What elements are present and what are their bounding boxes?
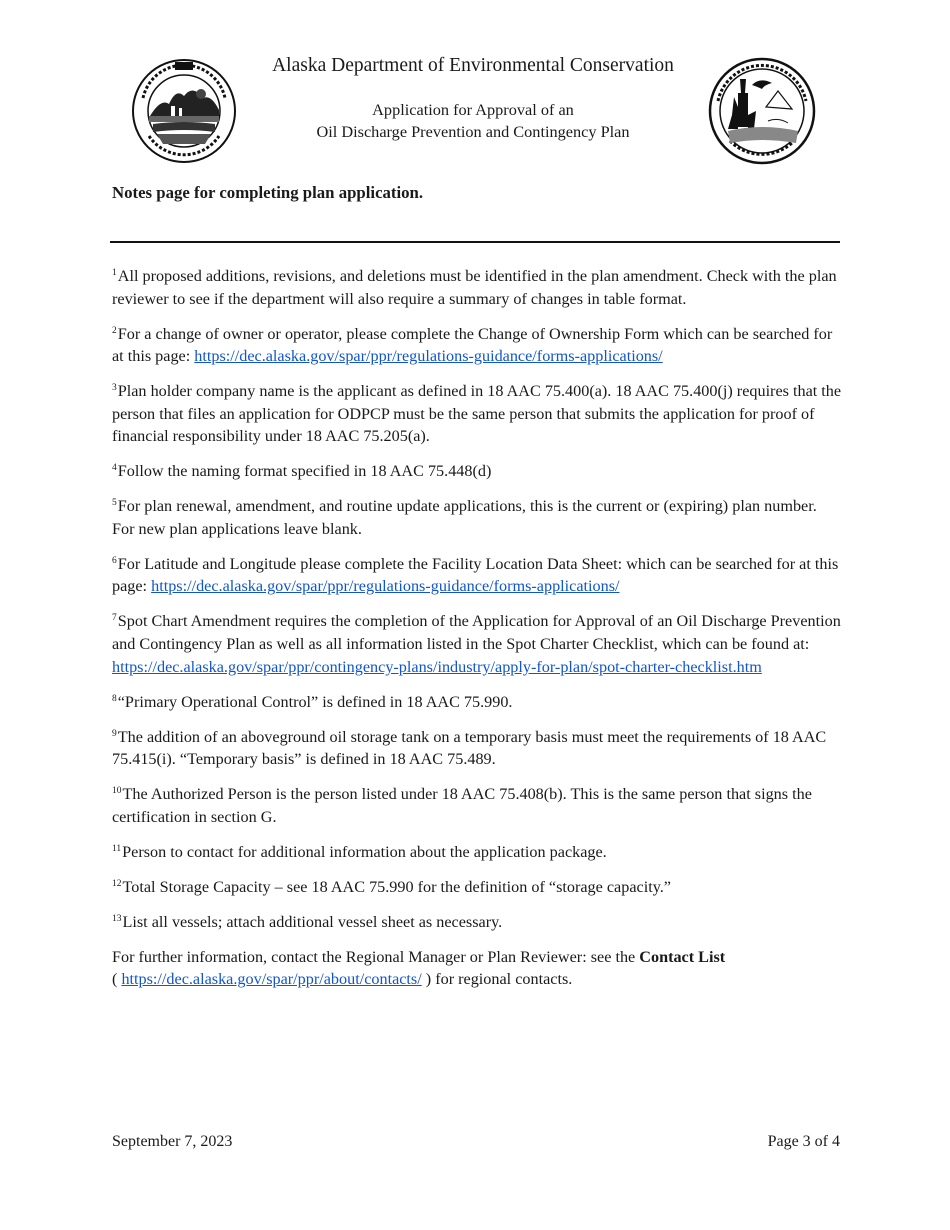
notes-list [112, 265, 842, 991]
note-item [112, 876, 842, 899]
note-text: Total Storage Capacity – see 18 AAC 75.990 for the definition of “storage capacity.” [122, 877, 671, 896]
state-of-alaska-seal [131, 58, 237, 164]
note-item [112, 726, 842, 771]
note-number: 9 [112, 728, 117, 739]
note-text: Spot Chart Amendment requires the completion of the Application for Approval of an Oil Discharge Prevention and Contingency Plan as well as all information listed in the Spot Charter Checklist, which can be found at: [112, 612, 841, 654]
forms-applications-link[interactable]: https://dec.alaska.gov/spar/ppr/regulations-guidance/forms-applications/ [194, 347, 663, 366]
note-item [112, 553, 842, 598]
application-subtitle [240, 99, 706, 142]
forms-applications-link[interactable]: https://dec.alaska.gov/spar/ppr/regulations-guidance/forms-applications/ [151, 577, 620, 596]
note-text: For a change of owner or operator, please complete the Change of Ownership Form which can be searched for at this page: [112, 324, 833, 366]
note-item [112, 460, 842, 483]
agency-name: Alaska Department of Environmental Conservation [272, 55, 674, 76]
note-number: 12 [112, 878, 122, 889]
note-number: 1 [112, 268, 117, 278]
note-item [112, 783, 842, 828]
note-text: Follow the naming format specified in 18 AAC 75.448(d) [117, 462, 492, 481]
note-number: 3 [112, 383, 117, 394]
note-number: 7 [112, 613, 117, 624]
note-item [112, 323, 842, 368]
note-item [112, 265, 842, 310]
note-text: The Authorized Person is the person listed under 18 AAC 75.408(b). This is the same person that signs the certification in section G. [112, 785, 812, 826]
note-number: 10 [112, 786, 122, 797]
open-paren: ( [112, 970, 122, 989]
closing-text: For further information, contact the Regional Manager or Plan Reviewer: see the [112, 947, 640, 966]
horizontal-divider [110, 241, 840, 243]
note-text: The addition of an aboveground oil storage tank on a temporary basis must meet the requirements of 18 AAC 75.415(i). “Temporary basis” is defined in 18 AAC 75.489. [112, 727, 827, 769]
note-text: List all vessels; attach additional vessel sheet as necessary. [122, 912, 503, 931]
notes-page-title: Notes page for completing plan application. [112, 183, 424, 202]
note-item [112, 911, 842, 934]
subtitle-line-2: Oil Discharge Prevention and Contingency Plan [316, 121, 630, 141]
note-text: Person to contact for additional information about the application package. [122, 842, 607, 861]
note-number: 2 [112, 325, 117, 336]
note-number: 5 [112, 498, 117, 509]
note-item [112, 610, 842, 678]
note-text: For plan renewal, amendment, and routine update applications, this is the current or (expiring) plan number. For new plan applications leave blank. [112, 497, 817, 538]
note-item [112, 495, 842, 540]
note-text: “Primary Operational Control” is defined in 18 AAC 75.990. [117, 692, 513, 711]
subtitle-line-1: Application for Approval of an [372, 100, 574, 119]
note-number: 6 [112, 555, 117, 566]
page-number: Page 3 of 4 [767, 1133, 840, 1150]
dec-department-seal [708, 57, 816, 165]
note-item [112, 841, 842, 864]
note-number: 13 [112, 913, 122, 924]
note-item [112, 691, 842, 714]
note-text: For Latitude and Longitude please complete the Facility Location Data Sheet: which can be searched for at this page: [112, 554, 839, 596]
note-number: 11 [112, 843, 122, 854]
note-text: Plan holder company name is the applicant as defined in 18 AAC 75.400(a). 18 AAC 75.400(j) requires that the person that files an application for ODPCP must be the same person that submits the application for proof of financial responsibility under 18 AAC 75.205(a). [112, 382, 842, 446]
note-number: 8 [112, 693, 117, 704]
spot-charter-checklist-link[interactable]: https://dec.alaska.gov/spar/ppr/contingency-plans/industry/apply-for-plan/spot-charter-checklist.htm [112, 657, 762, 676]
closing-suffix: ) for regional contacts. [421, 970, 573, 989]
note-text: All proposed additions, revisions, and deletions must be identified in the plan amendment. Check with the plan reviewer to see if the department will also require a summary of changes in table format. [112, 267, 837, 308]
contact-information [112, 946, 842, 991]
note-number: 4 [112, 463, 117, 474]
contacts-link[interactable]: https://dec.alaska.gov/spar/ppr/about/contacts/ [121, 970, 422, 989]
contact-list-label: Contact List [639, 947, 726, 966]
footer-date: September 7, 2023 [112, 1133, 233, 1150]
note-item [112, 380, 842, 448]
